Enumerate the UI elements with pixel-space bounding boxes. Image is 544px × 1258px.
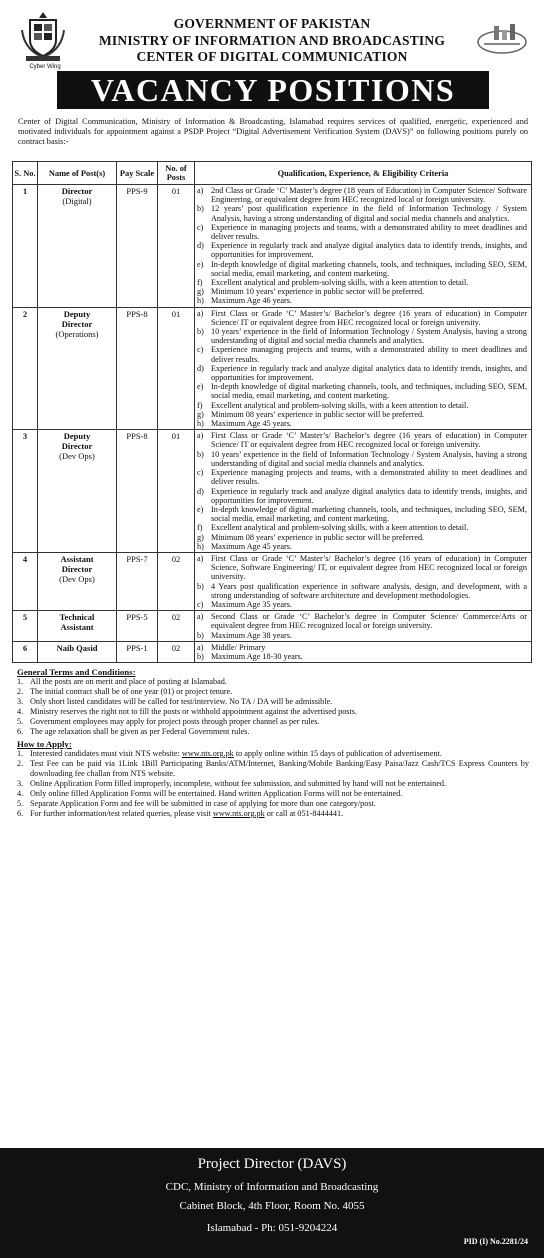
post-title: Assistant — [60, 553, 94, 564]
criteria-item — [197, 287, 527, 296]
row-no-of-posts: 01 — [158, 307, 195, 430]
apply-item-text: Interested candidates must visit NTS website: — [30, 749, 182, 758]
criteria-item — [197, 345, 527, 363]
criteria-text: Maximum Age 45 years. — [211, 541, 292, 551]
row-no-of-posts: 02 — [158, 641, 195, 662]
list-item: 5. Government employees may apply for project posts through proper channel as per rules. — [17, 717, 529, 727]
nts-website-link[interactable]: www.nts.org.pk — [181, 749, 234, 758]
apply-item-text: For further information/test related queries, please visit — [30, 809, 213, 818]
criteria-item — [197, 186, 527, 204]
criteria-text: 2nd Class or Grade ‘C’ Master’s degree (18 years of Education) in Computer Science/ Software Engineering, or equivalent degree from HEC recognized local or foreign university. — [211, 186, 527, 205]
list-item: 4. Only online filled Application Forms will be entertained. Hand written Application Forms will not be entertained. — [17, 789, 529, 799]
post-title: Deputy — [63, 431, 91, 442]
footer-title: Project Director (DAVS) — [197, 1156, 347, 1172]
header-line-1: GOVERNMENT OF PAKISTAN — [173, 16, 371, 31]
criteria-letter: g) — [197, 409, 204, 419]
list-item: 6. The age relaxation shall be given as per Federal Government rules. — [17, 727, 529, 737]
criteria-item — [197, 410, 527, 419]
criteria-letter: e) — [197, 382, 204, 392]
term-text: The initial contract shall be of one year (01) or project tenure. — [30, 687, 233, 696]
row-no-of-posts: 01 — [158, 185, 195, 308]
row-criteria — [195, 552, 532, 610]
table-body — [13, 185, 532, 663]
row-post-name — [38, 185, 117, 308]
post-title: Technical — [59, 612, 95, 623]
criteria-item — [197, 468, 527, 486]
list-item: 6. For further information/test related queries, please visit www.nts.org.pk or call at 051-8444441. — [17, 809, 344, 818]
cdc-logo-icon — [474, 22, 530, 56]
criteria-text: Maximum Age 46 years. — [211, 296, 292, 306]
criteria-letter: f) — [197, 278, 203, 288]
criteria-item — [197, 364, 527, 382]
row-criteria — [195, 307, 532, 430]
list-item: 3. Online Application Form filled improperly, incomplete, without fee submission, and submitted by hand will not be entertained. — [17, 779, 529, 789]
criteria-letter: h) — [197, 541, 204, 551]
criteria-text: Excellent analytical and problem-solving skills, with a keen attention to detail. — [211, 278, 469, 288]
term-text: Government employees may apply for project posts through proper channel as per rules. — [30, 717, 320, 726]
criteria-item — [197, 631, 527, 640]
general-terms-title: General Terms and Conditions: — [17, 667, 136, 677]
criteria-item — [197, 505, 527, 523]
header — [0, 6, 544, 70]
criteria-item — [197, 600, 527, 609]
header-post-name: Name of Post(s) — [38, 162, 117, 185]
post-title-cont: Director — [61, 441, 93, 452]
table-row — [13, 641, 532, 662]
criteria-letter: c) — [197, 222, 204, 232]
row-criteria — [195, 185, 532, 308]
criteria-item — [197, 296, 527, 305]
criteria-item — [197, 401, 527, 410]
criteria-text: Middle/ Primary — [211, 642, 266, 652]
row-post-name — [38, 641, 117, 662]
criteria-letter: b) — [197, 204, 204, 214]
post-title: Deputy — [63, 308, 91, 319]
criteria-text: Minimum 10 years’ experience in public sector will be preferred. — [211, 287, 425, 297]
criteria-letter: c) — [197, 468, 204, 478]
criteria-text: Experience in regularly track and analyze digital analytics data to identify trends, insights, and opportunities for improvement. — [211, 241, 527, 260]
row-pay-scale: PPS-8 — [117, 430, 158, 553]
table-row — [13, 611, 532, 642]
post-title-cont: Director — [61, 563, 93, 574]
criteria-text: Maximum Age 38 years. — [211, 630, 292, 640]
criteria-text: First Class or Grade ‘C’ Master’s/ Bachelor’s degree (16 years of education) in Computer Science/ IT or equivalent degree from HEC recognized local or foreign university. — [211, 308, 527, 327]
header-line-2: MINISTRY OF INFORMATION AND BROADCASTING — [98, 33, 446, 48]
criteria-text: Experience managing projects and teams, with a demonstrated ability to meet deadlines and deliver results. — [211, 468, 527, 487]
criteria-letter: g) — [197, 532, 204, 542]
row-no-of-posts: 02 — [158, 552, 195, 610]
criteria-letter: h) — [197, 419, 204, 429]
term-text: Only short listed candidates will be called for test/interview. No TA / DA will be admissible. — [30, 697, 333, 706]
row-pay-scale: PPS-7 — [117, 552, 158, 610]
criteria-item — [197, 554, 527, 582]
row-criteria — [195, 611, 532, 642]
criteria-letter: a) — [197, 308, 204, 318]
criteria-text: 10 years’ experience in the field of Information Technology / System Analysis, having a strong understanding of digital and social media channels and analytics. — [211, 449, 527, 468]
criteria-item — [197, 278, 527, 287]
criteria-letter: h) — [197, 296, 204, 306]
list-item: 4. Ministry reserves the right not to fill the posts or withhold appointment against the advertised posts. — [17, 707, 529, 717]
criteria-text: Second Class or Grade ‘C’ Bachelor’s degree in Computer Science/ Commerce/Arts or equivalent degree from HEC recognized local or foreign university. — [211, 612, 527, 631]
list-item: 1. All the posts are on merit and place of posting at Islamabad. — [17, 677, 529, 687]
table-row — [13, 430, 532, 553]
criteria-letter: a) — [197, 612, 204, 622]
row-criteria — [195, 641, 532, 662]
post-subtitle: (Dev Ops) — [59, 451, 95, 462]
how-to-apply-list — [17, 749, 529, 819]
criteria-text: In-depth knowledge of digital marketing channels, tools, and techniques, including SEO, SEM, social media, email marketing, and content marketing. — [211, 504, 527, 524]
criteria-item — [197, 533, 527, 542]
criteria-letter: b) — [197, 327, 204, 337]
footer-line-2: Cabinet Block, 4th Floor, Room No. 4055 — [179, 1200, 365, 1212]
criteria-text: First Class or Grade ‘C’ Master’s/ Bachelor’s degree (16 years of education) in Computer Science, Software Engineering/ IT, or equivalent degree from HEC recognized local or foreign university. — [211, 553, 527, 582]
criteria-letter: f) — [197, 523, 203, 533]
apply-item-text: Separate Application Form and fee will be submitted in case of applying for more than one category/post. — [30, 799, 376, 808]
criteria-text: Experience managing projects and teams, with a demonstrated ability to meet deadlines and deliver results. — [211, 345, 527, 364]
row-no-of-posts: 02 — [158, 611, 195, 642]
apply-item-text: or call at 051-8444441. — [264, 809, 344, 818]
row-sno: 3 — [13, 430, 38, 553]
row-criteria — [195, 430, 532, 553]
criteria-item — [197, 419, 527, 428]
row-pay-scale: PPS-9 — [117, 185, 158, 308]
criteria-item — [197, 260, 527, 278]
criteria-text: Experience in managing projects and teams, with a demonstrated ability to meet deadlines and deliver results. — [211, 222, 527, 242]
criteria-item — [197, 652, 527, 661]
criteria-item — [197, 450, 527, 468]
row-sno: 5 — [13, 611, 38, 642]
post-title: Director — [61, 186, 93, 196]
how-to-apply-title: How to Apply: — [17, 739, 72, 749]
term-text: All the posts are on merit and place of posting at Islamabad. — [30, 677, 227, 686]
footer-line-1: CDC, Ministry of Information and Broadcasting — [165, 1181, 379, 1193]
criteria-letter: d) — [197, 363, 204, 373]
criteria-letter: d) — [197, 486, 204, 496]
criteria-letter: a) — [197, 553, 204, 563]
header-line-3: CENTER OF DIGITAL COMMUNICATION — [136, 49, 408, 64]
criteria-item — [197, 612, 527, 630]
post-subtitle: (Dev Ops) — [59, 573, 95, 584]
criteria-item — [197, 241, 527, 259]
header-sno: S. No. — [13, 162, 38, 185]
vacancy-table — [12, 161, 532, 663]
criteria-item — [197, 327, 527, 345]
list-item: 5. Separate Application Form and fee will be submitted in case of applying for more than one category/post. — [17, 799, 529, 809]
criteria-letter: f) — [197, 400, 203, 410]
list-item: 3. Only short listed candidates will be called for test/interview. No TA / DA will be admissible. — [17, 697, 529, 707]
post-title-cont: Director — [61, 318, 93, 329]
criteria-text: Excellent analytical and problem-solving skills, with a keen attention to detail. — [211, 400, 469, 410]
table-header-row — [13, 162, 532, 185]
post-title-cont: Assistant — [60, 622, 94, 633]
vacancy-banner: VACANCY POSITIONS — [57, 71, 489, 109]
row-post-name — [38, 307, 117, 430]
criteria-text: Excellent analytical and problem-solving skills, with a keen attention to detail. — [211, 523, 469, 533]
emblem-caption: Cyber Wing — [29, 64, 61, 70]
pid-number: PID (I) No.2281/24 — [463, 1237, 528, 1246]
list-item: 1. Interested candidates must visit NTS website: www.nts.org.pk to apply online within 15 days of publication of advertisement. — [17, 749, 442, 758]
footer-line-3: Islamabad - Ph: 051-9204224 — [206, 1222, 338, 1234]
row-post-name — [38, 430, 117, 553]
apply-item-text: Only online filled Application Forms will be entertained. Hand written Application Forms will not be entertained. — [30, 789, 403, 798]
post-subtitle: (Operations) — [55, 328, 99, 339]
table-row — [13, 185, 532, 308]
criteria-letter: e) — [197, 504, 204, 514]
apply-item-text: Online Application Form filled improperly, incomplete, without fee submission, and submitted by hand will not be entertained. — [30, 779, 447, 788]
criteria-text: In-depth knowledge of digital marketing channels, tools, and techniques, including SEO, SEM, social media, email marketing, and content marketing. — [211, 382, 527, 401]
header-criteria: Qualification, Experience, & Eligibility Criteria — [195, 162, 532, 185]
row-sno: 6 — [13, 641, 38, 662]
criteria-letter: b) — [197, 651, 204, 661]
header-no-of-posts: No. of Posts — [158, 162, 195, 185]
header-pay-scale: Pay Scale — [117, 162, 158, 185]
criteria-item — [197, 382, 527, 400]
criteria-item — [197, 542, 527, 551]
general-terms-list — [17, 677, 529, 737]
row-pay-scale: PPS-8 — [117, 307, 158, 430]
criteria-letter: b) — [197, 449, 204, 459]
criteria-letter: b) — [197, 581, 204, 591]
criteria-letter: b) — [197, 630, 204, 640]
criteria-letter: a) — [197, 186, 204, 195]
criteria-item — [197, 487, 527, 505]
table-row — [13, 307, 532, 430]
post-title: Naib Qasid — [56, 642, 98, 653]
intro-paragraph: Center of Digital Communication, Ministry of Information & Broadcasting, Islamabad requires services of qualified, energetic, experienced and motivated individuals for appointment against a PSDP Project “Digital Advertisement Verification System (DAVS)” on following positions purely on contract basis:- — [18, 117, 528, 146]
list-item: 2. Test Fee can be paid via 1Link 1Bill Participating Banks/ATM/Internet, Banking/Mobile Banking/Easy Paisa/Jazz Cash/TCS Express Counters by downloading fee challan from NTS website. — [17, 759, 529, 778]
criteria-text: 10 years’ experience in the field of Information Technology / System Analysis, having a strong understanding of digital and social media channels and analytics. — [211, 327, 527, 346]
apply-item-text: to apply online within 15 days of publication of advertisement. — [233, 749, 442, 758]
criteria-text: Maximum Age 35 years. — [211, 599, 292, 609]
criteria-text: 12 years’ post qualification experience in the field of Information Technology / System Analysis, having a strong understanding of digital and social media channels and analytics. — [211, 204, 527, 223]
row-post-name — [38, 611, 117, 642]
criteria-text: Minimum 08 years’ experience in public sector will be preferred. — [211, 532, 425, 542]
row-sno: 2 — [13, 307, 38, 430]
criteria-letter: c) — [197, 345, 204, 355]
criteria-item — [197, 643, 527, 652]
row-post-name — [38, 552, 117, 610]
contact-footer — [0, 1148, 544, 1258]
nts-website-link[interactable]: www.nts.org.pk — [212, 809, 265, 818]
criteria-text: Minimum 08 years’ experience in public sector will be preferred. — [211, 409, 425, 419]
criteria-item — [197, 309, 527, 327]
row-no-of-posts: 01 — [158, 430, 195, 553]
row-sno: 1 — [13, 185, 38, 308]
apply-item-text: Test Fee can be paid via 1Link 1Bill Participating Banks/ATM/Internet, Banking/Mobile Banking/Easy Paisa/Jazz Cash/TCS Express Counters by downloading fee challan from NTS website. — [30, 759, 529, 778]
criteria-letter: a) — [197, 642, 204, 652]
row-sno: 4 — [13, 552, 38, 610]
row-pay-scale: PPS-5 — [117, 611, 158, 642]
criteria-text: First Class or Grade ‘C’ Master’s/ Bachelor’s degree (16 years of education) in Computer Science/ IT or equivalent degree from HEC recognized local or foreign university. — [211, 431, 527, 450]
term-text: The age relaxation shall be given as per Federal Government rules. — [30, 727, 250, 736]
criteria-item — [197, 223, 527, 241]
criteria-item — [197, 204, 527, 222]
criteria-text: Maximum Age 45 years. — [211, 419, 292, 429]
criteria-letter: d) — [197, 241, 204, 251]
criteria-item — [197, 582, 527, 600]
criteria-item — [197, 523, 527, 532]
table-row — [13, 552, 532, 610]
criteria-text: In-depth knowledge of digital marketing channels, tools, and techniques, including SEO, SEM, social media, email marketing, and content marketing. — [211, 259, 527, 278]
criteria-text: 4 Years post qualification experience in software analysis, design, and development, with a strong understanding of software architecture and development methodologies. — [211, 581, 527, 600]
criteria-letter: a) — [197, 431, 204, 441]
criteria-text: Experience in regularly track and analyze digital analytics data to identify trends, insights, and opportunities for improvement. — [211, 486, 527, 505]
criteria-letter: g) — [197, 287, 204, 297]
list-item: 2. The initial contract shall be of one year (01) or project tenure. — [17, 687, 529, 697]
criteria-text: Maximum Age 18-30 years. — [211, 651, 303, 661]
row-pay-scale: PPS-1 — [117, 641, 158, 662]
criteria-letter: c) — [197, 599, 204, 609]
criteria-item — [197, 431, 527, 449]
term-text: Ministry reserves the right not to fill the posts or withhold appointment against the advertised posts. — [30, 707, 357, 716]
general-terms — [17, 667, 529, 819]
post-subtitle: (Digital) — [62, 196, 92, 206]
criteria-letter: e) — [197, 259, 204, 269]
criteria-text: Experience in regularly track and analyze digital analytics data to identify trends, insights, and opportunities for improvement. — [211, 363, 527, 383]
